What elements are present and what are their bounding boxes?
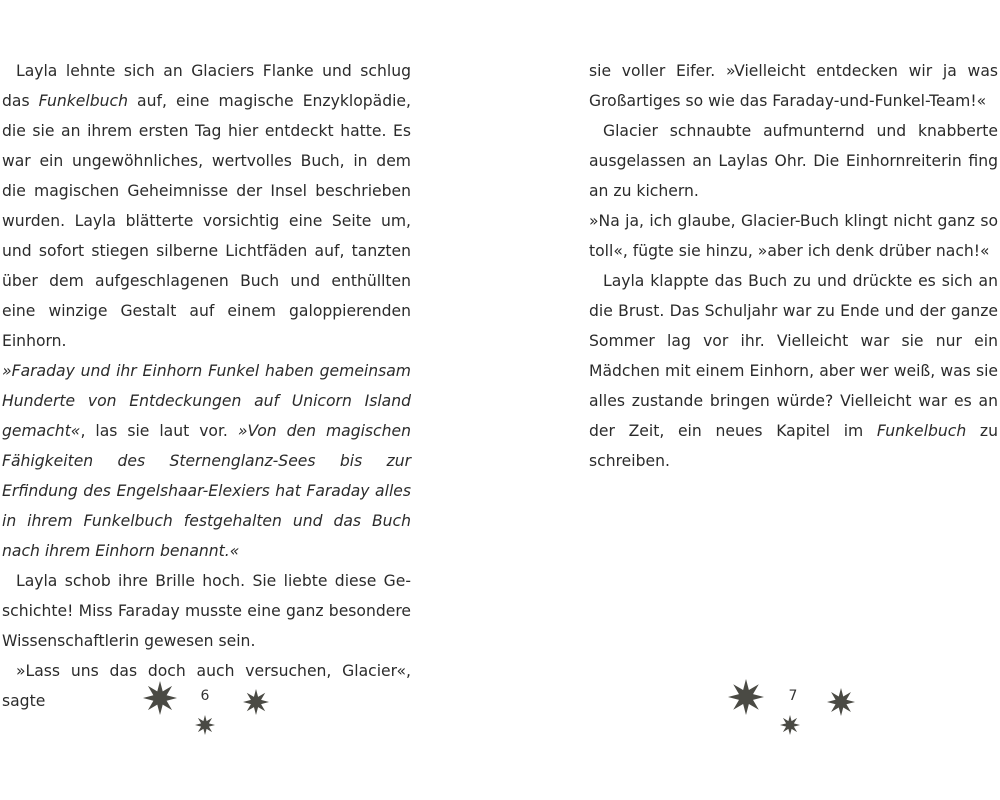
page-number: 7: [788, 688, 798, 704]
page-number: 6: [200, 688, 210, 704]
eight-point-star-icon: [827, 688, 855, 716]
italic-text-run: »Faraday und ihr Einhorn Funkel haben gemeinsam Hunderte von Entdeckungen auf Unicorn Island gemacht«: [2, 362, 411, 440]
text-run: Glacier schnaubte aufmunternd und knabberte ausgelassen an Laylas Ohr. Die Einhornreiterin fing an zu kichern.: [589, 122, 998, 200]
right-page: [589, 56, 998, 476]
right-paragraph-4: [589, 266, 998, 476]
eight-point-star-icon: [728, 679, 764, 715]
text-run: Layla klappte das Buch zu und drückte es sich an die Brust. Das Schuljahr war zu Ende und der ganze Sommer lag vor ihr. Vielleicht war sie nur ein Mädchen mit einem Einhorn, aber wer weiß, was sie alles zustande bringen würde? Vielleicht war es an der Zeit, ein neues Kapitel im: [589, 272, 998, 440]
text-run: »Na ja, ich glaube, Glacier-Buch klingt nicht ganz so toll«, fügte sie hinzu, »aber ich denk drüber nach!«: [589, 212, 998, 260]
right-paragraph-1: [589, 56, 998, 116]
left-paragraph-2: [2, 356, 411, 566]
right-paragraph-2: [589, 116, 998, 206]
text-run: , las sie laut vor.: [80, 422, 238, 440]
eight-point-star-icon: [780, 715, 800, 735]
eight-point-star-icon: [243, 689, 269, 715]
right-page-footer: [725, 680, 865, 740]
right-paragraph-3: [589, 206, 998, 266]
eight-point-star-icon: [195, 715, 215, 735]
left-paragraph-1: [2, 56, 411, 356]
italic-text-run: Funkelbuch: [876, 422, 967, 440]
text-run: zu schreiben.: [589, 422, 998, 470]
text-run: auf, eine magische Enzyklopädie, die sie an ihrem ersten Tag hier entdeckt hatte. Es war ein ungewöhnliches, wertvolles Buch, in dem die magischen Geheimnisse der Insel beschrieben wurden. Layla blätterte vorsichtig eine Seite um, und sofort stiegen silberne Lichtfäden auf, tanzten über dem aufgeschlagenen Buch und enthüllten eine winzige Gestalt auf einem galoppierenden Einhorn.: [2, 92, 411, 350]
text-run: Layla lehnte sich an Glaciers Flanke und schlug das: [2, 62, 411, 110]
italic-text-run: »Von den magischen Fähigkeiten des Sternenglanz-Sees bis zur Erfindung des Engelshaar-Elexiers hat Faraday alles in ihrem Funkelbuch festgehalten und das Buch nach ihrem Einhorn benannt.«: [2, 422, 411, 560]
text-run: sie voller Eifer. »Vielleicht entdecken wir ja was Großartiges so wie das Faraday-und-Funkel-Team!«: [589, 62, 998, 110]
eight-point-star-icon: [143, 681, 177, 715]
left-page: [2, 56, 411, 716]
italic-text-run: Funkelbuch: [38, 92, 128, 110]
left-paragraph-3: [2, 566, 411, 656]
text-run: »Lass uns das doch auch versuchen, Glacier«, sagte: [2, 662, 411, 710]
left-page-footer: [140, 680, 280, 740]
text-run: Layla schob ihre Brille hoch. Sie liebte diese Geschichte! Miss Faraday musste eine ganz besondere Wissenschaftlerin gewesen sein.: [2, 572, 411, 650]
